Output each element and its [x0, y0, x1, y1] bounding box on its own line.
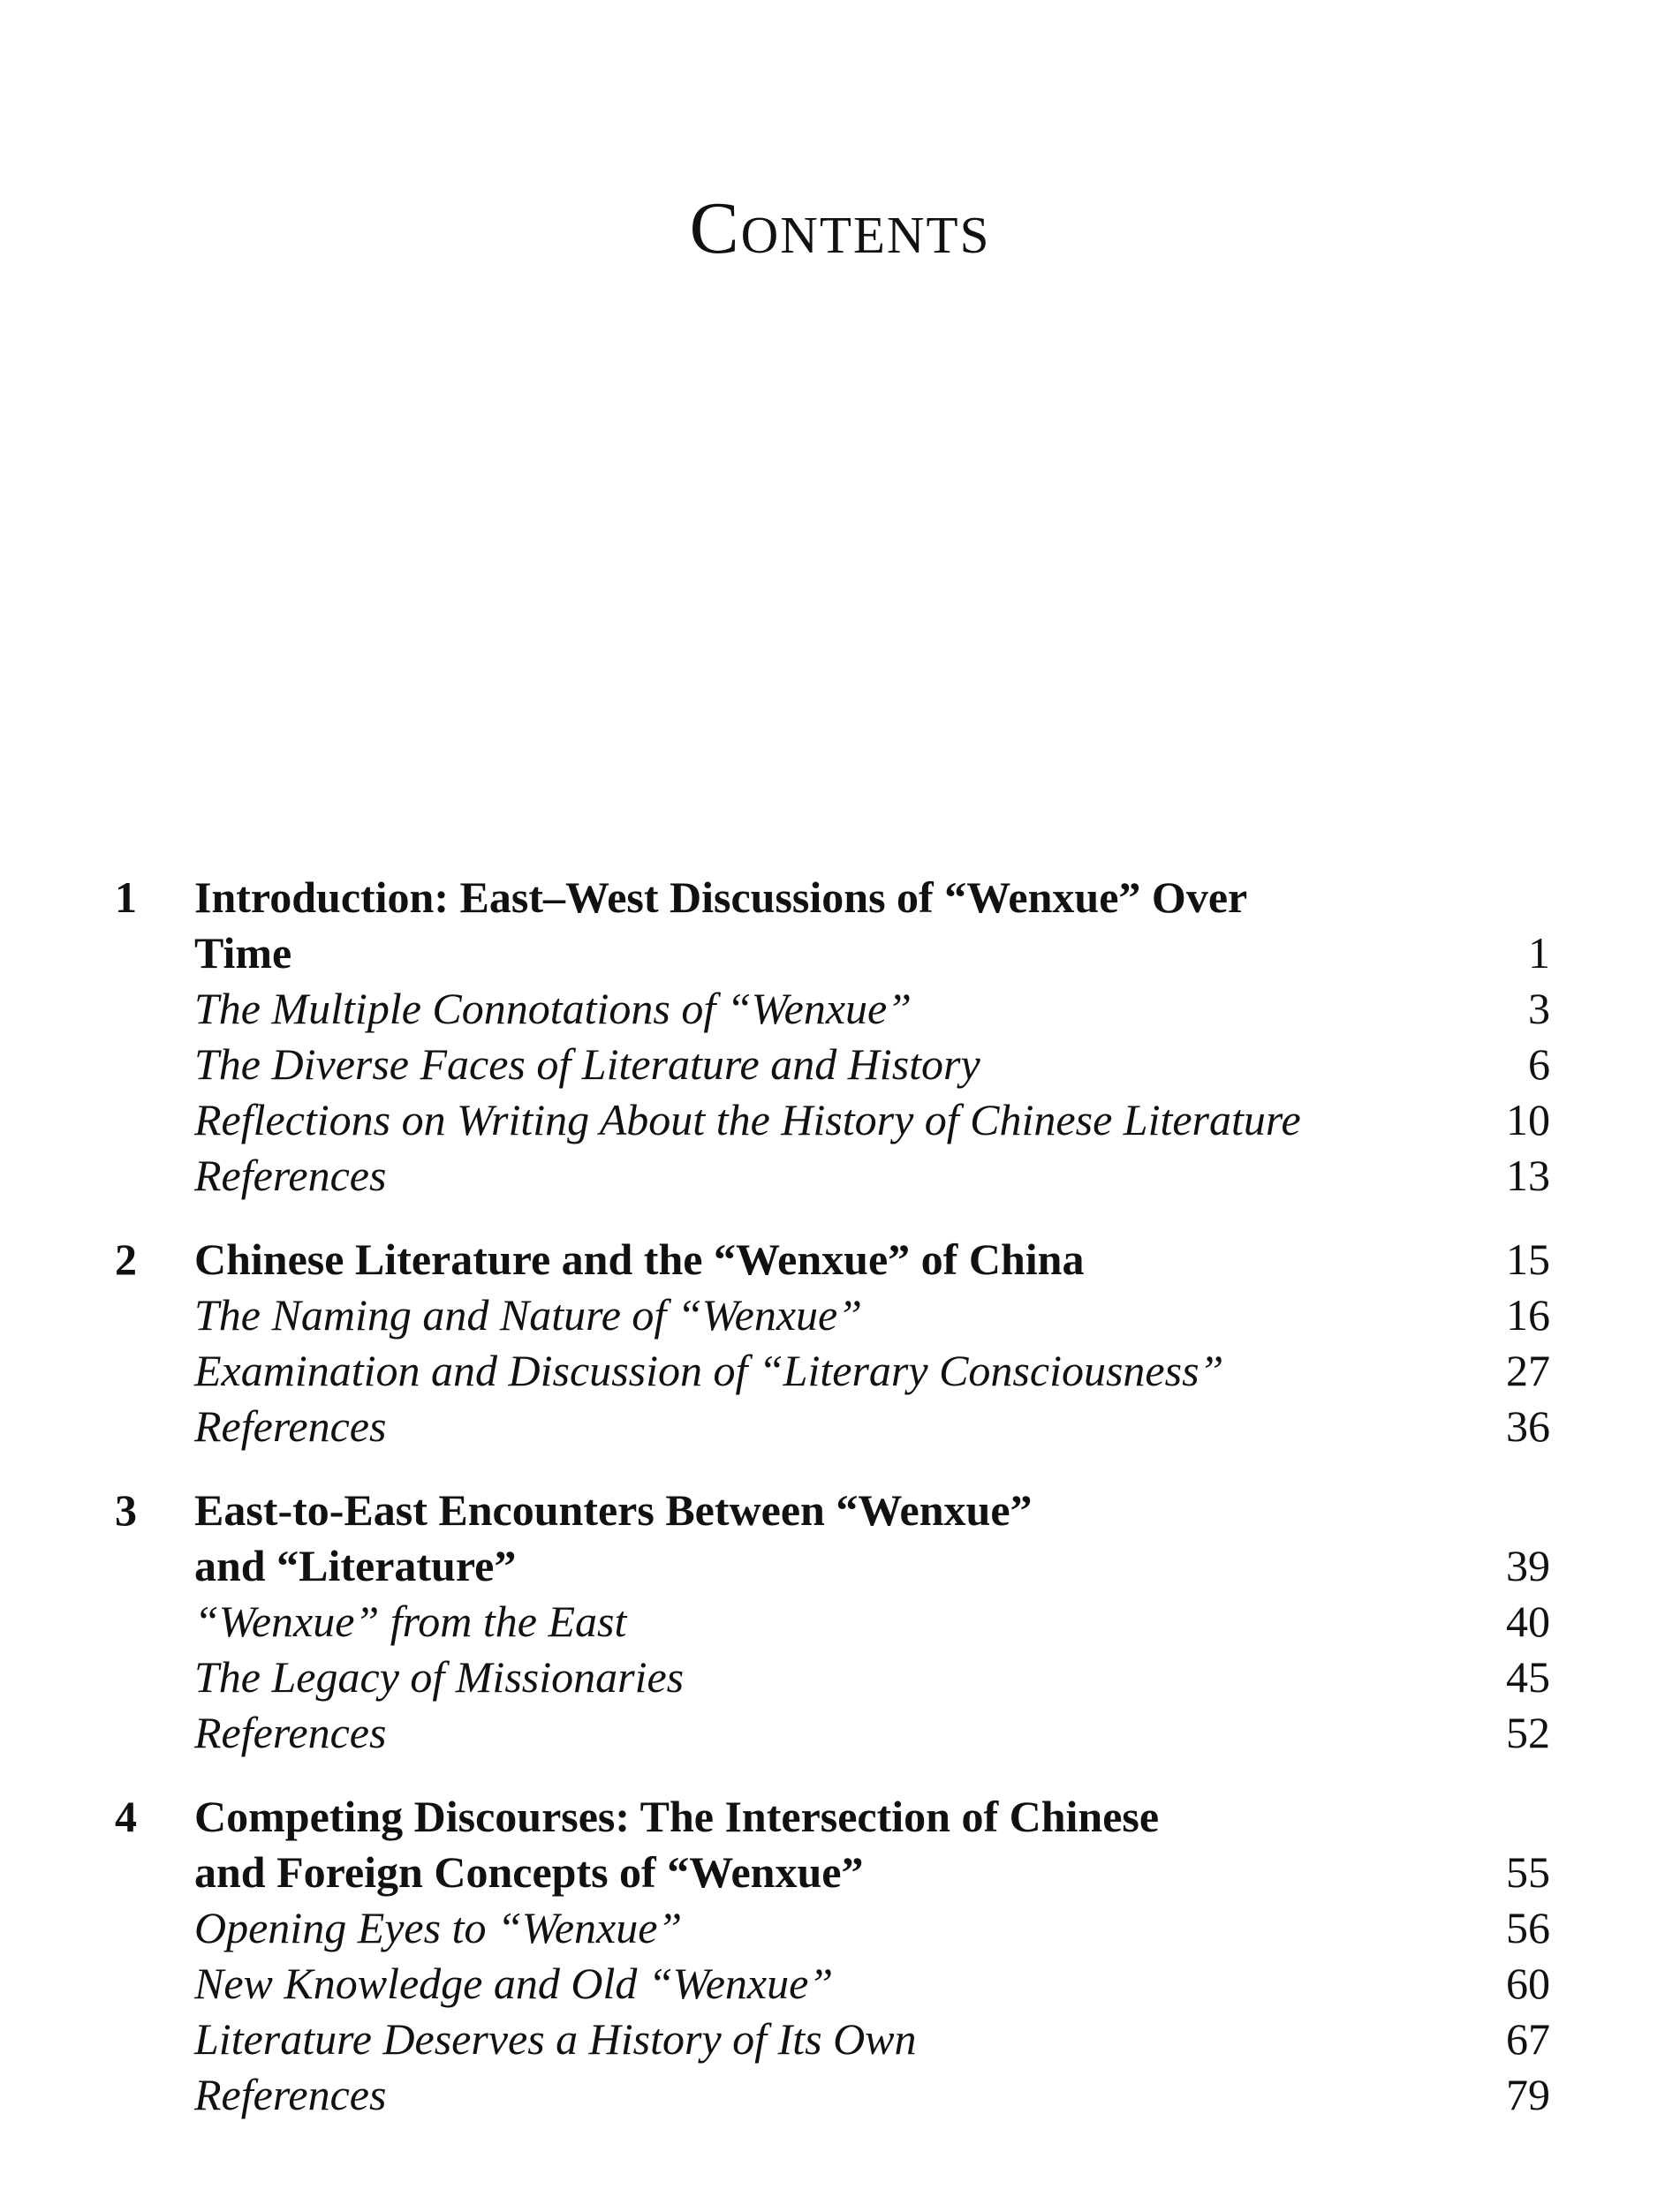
section-row[interactable]	[0, 2012, 1680, 2067]
chapter-2	[0, 1232, 1680, 1454]
section-title: The Naming and Nature of “Wenxue”	[194, 1290, 863, 1340]
chapter-title-row[interactable]	[0, 1789, 1680, 1845]
chapter-number: 4	[115, 1792, 137, 1841]
chapter-page-number: 15	[1506, 1234, 1550, 1284]
page-title: Contents	[689, 187, 991, 269]
section-page-number: 52	[1506, 1708, 1550, 1757]
section-page-number: 3	[1528, 984, 1550, 1033]
section-row[interactable]	[0, 1037, 1680, 1092]
chapter-title-line: and “Literature”	[194, 1541, 517, 1590]
chapter-page-number: 55	[1506, 1847, 1550, 1897]
section-page-number: 60	[1506, 1959, 1550, 2008]
chapter-title-line: Chinese Literature and the “Wenxue” of China	[194, 1234, 1085, 1284]
chapter-title-line: East-to-East Encounters Between “Wenxue”	[194, 1485, 1033, 1535]
section-row[interactable]	[0, 1343, 1680, 1399]
section-row[interactable]	[0, 1650, 1680, 1705]
section-row[interactable]	[0, 1092, 1680, 1148]
section-page-number: 6	[1528, 1039, 1550, 1089]
chapter-title-row[interactable]	[0, 925, 1680, 981]
section-page-number: 40	[1506, 1597, 1550, 1646]
section-row[interactable]	[0, 1594, 1680, 1650]
section-title: Reflections on Writing About the History of Chinese Literature	[194, 1095, 1301, 1144]
chapter-3	[0, 1483, 1680, 1761]
section-title: Opening Eyes to “Wenxue”	[194, 1903, 683, 1952]
chapter-title-row[interactable]	[0, 1845, 1680, 1900]
chapter-number: 2	[115, 1234, 137, 1284]
section-page-number: 16	[1506, 1290, 1550, 1340]
chapter-title-row[interactable]	[0, 1483, 1680, 1538]
section-row[interactable]	[0, 1705, 1680, 1761]
section-title: References	[194, 2070, 387, 2119]
section-row[interactable]	[0, 1148, 1680, 1204]
section-title: The Multiple Connotations of “Wenxue”	[194, 984, 912, 1033]
chapter-title-row[interactable]	[0, 1232, 1680, 1287]
chapter-title-line: Competing Discourses: The Intersection of Chinese	[194, 1792, 1160, 1841]
section-page-number: 13	[1506, 1151, 1550, 1200]
section-title: References	[194, 1151, 387, 1200]
section-page-number: 67	[1506, 2014, 1550, 2064]
section-row[interactable]	[0, 1956, 1680, 2012]
section-title: “Wenxue” from the East	[194, 1597, 627, 1646]
section-page-number: 79	[1506, 2070, 1550, 2119]
section-title: References	[194, 1401, 387, 1451]
section-page-number: 10	[1506, 1095, 1550, 1144]
section-row[interactable]	[0, 1287, 1680, 1343]
chapter-title-row[interactable]	[0, 1538, 1680, 1594]
chapter-title-row[interactable]	[0, 870, 1680, 925]
chapter-title-line: Introduction: East–West Discussions of “Wenxue” Over	[194, 872, 1248, 922]
section-page-number: 45	[1506, 1652, 1550, 1702]
chapter-1	[0, 870, 1680, 1204]
section-title: The Legacy of Missionaries	[194, 1652, 685, 1702]
section-row[interactable]	[0, 1399, 1680, 1454]
section-row[interactable]	[0, 2067, 1680, 2123]
section-title: New Knowledge and Old “Wenxue”	[194, 1959, 834, 2008]
table-of-contents	[0, 870, 1680, 2151]
section-title: References	[194, 1708, 387, 1757]
chapter-title-line: Time	[194, 928, 292, 978]
chapter-title-line: and Foreign Concepts of “Wenxue”	[194, 1847, 864, 1897]
chapter-page-number: 1	[1528, 928, 1550, 978]
section-row[interactable]	[0, 981, 1680, 1037]
chapter-number: 1	[115, 872, 137, 922]
section-page-number: 36	[1506, 1401, 1550, 1451]
section-title: Examination and Discussion of “Literary Consciousness”	[194, 1346, 1224, 1395]
chapter-4	[0, 1789, 1680, 2123]
chapter-page-number: 39	[1506, 1541, 1550, 1590]
section-title: The Diverse Faces of Literature and History	[194, 1039, 980, 1089]
section-page-number: 56	[1506, 1903, 1550, 1952]
section-row[interactable]	[0, 1900, 1680, 1956]
chapter-number: 3	[115, 1485, 137, 1535]
section-page-number: 27	[1506, 1346, 1550, 1395]
section-title: Literature Deserves a History of Its Own	[194, 2014, 917, 2064]
